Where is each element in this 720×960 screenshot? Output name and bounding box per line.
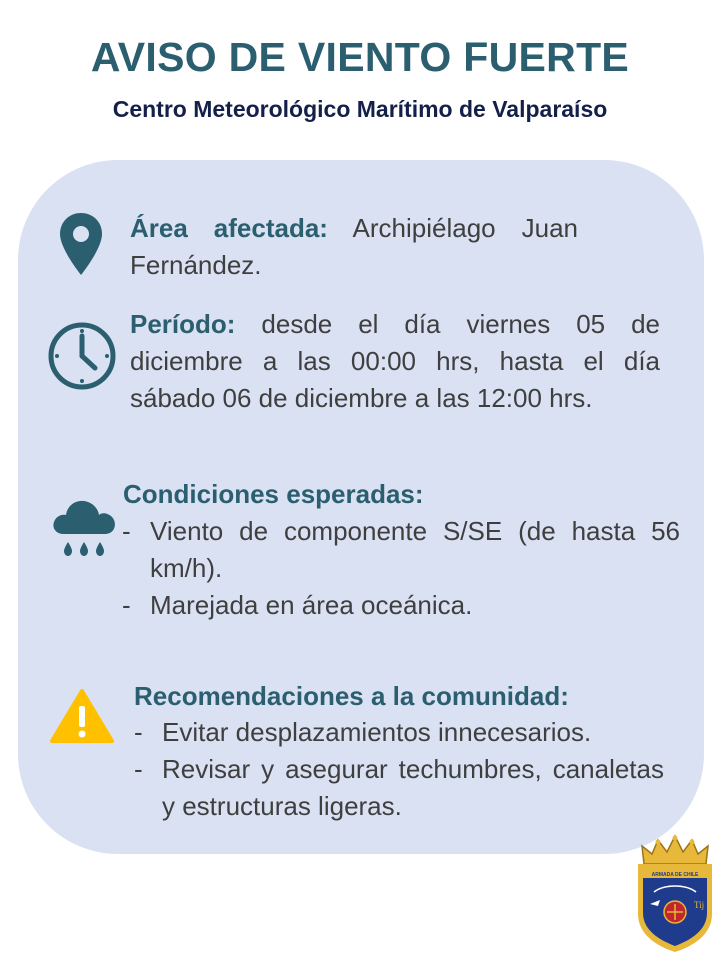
conditions-item-1: Viento de componente S/SE (de hasta 56 km/h). bbox=[150, 516, 680, 583]
period-text: desde el día viernes 05 de diciembre a las 00:00 hrs, hasta el día sábado 06 de diciembre a las 12:00 hrs. bbox=[130, 309, 660, 413]
period-label: Período: bbox=[130, 309, 236, 339]
svg-text:ARMADA DE CHILE: ARMADA DE CHILE bbox=[651, 872, 699, 878]
recommendations-item-1: Evitar desplazamientos innecesarios. bbox=[162, 717, 592, 747]
period-section bbox=[130, 306, 660, 417]
recommendations-list bbox=[134, 714, 664, 825]
area-section bbox=[130, 210, 578, 284]
list-item: - Revisar y asegurar techumbres, canaletas y estructuras ligeras. bbox=[134, 754, 664, 821]
area-text: Archipiélago Juan Fernández. bbox=[130, 213, 578, 280]
page-subtitle: Centro Meteorológico Marítimo de Valparaíso bbox=[112, 96, 608, 122]
recommendations-item-2: Revisar y asegurar techumbres, canaletas y estructuras ligeras. bbox=[162, 754, 664, 821]
page-title: AVISO DE VIENTO FUERTE bbox=[90, 34, 630, 80]
list-item: - Marejada en área oceánica. bbox=[122, 590, 473, 620]
recommendations-heading: Recomendaciones a la comunidad: bbox=[134, 681, 569, 711]
area-label: Área afectada: bbox=[130, 213, 328, 243]
map-pin-icon bbox=[58, 211, 104, 277]
clock-icon bbox=[46, 320, 118, 392]
conditions-list bbox=[122, 513, 680, 624]
list-item: - Viento de componente S/SE (de hasta 56 km/h). bbox=[122, 516, 680, 583]
conditions-item-2: Marejada en área oceánica. bbox=[150, 590, 473, 620]
conditions-heading: Condiciones esperadas: bbox=[123, 479, 424, 509]
rain-cloud-icon bbox=[50, 496, 120, 558]
svg-text:Tij: Tij bbox=[694, 900, 705, 910]
warning-icon bbox=[50, 688, 114, 744]
armada-de-chile-crest bbox=[634, 834, 716, 954]
list-item: - Evitar desplazamientos innecesarios. bbox=[134, 717, 592, 747]
